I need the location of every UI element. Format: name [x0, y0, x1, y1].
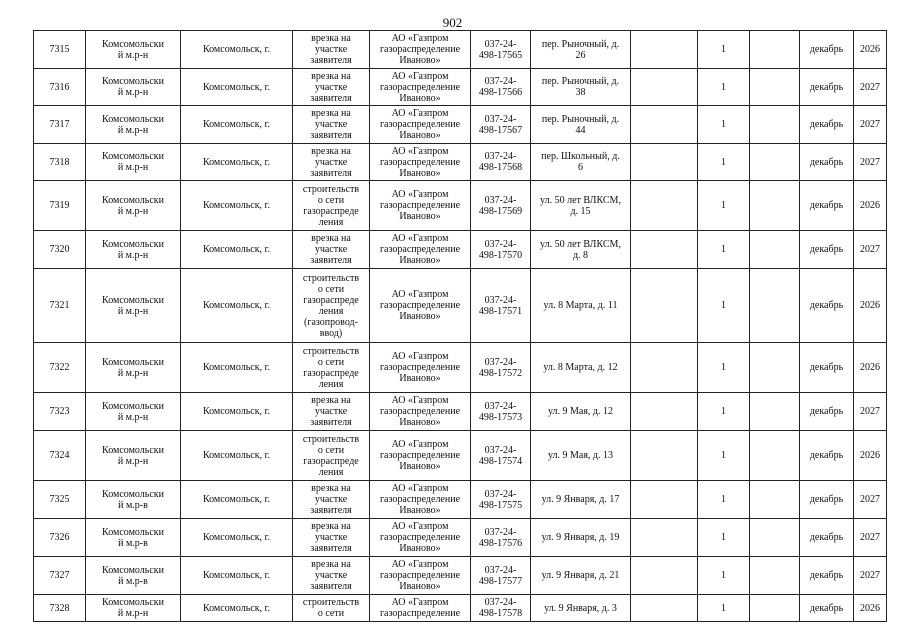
- empty-cell: [631, 481, 698, 519]
- code-cell: 037-24- 498-17578: [471, 595, 531, 622]
- organization-cell: АО «Газпром газораспределение Иваново»: [370, 557, 471, 595]
- empty-cell: [750, 231, 800, 269]
- quantity-cell: 1: [698, 431, 750, 481]
- table-row: [34, 557, 887, 595]
- address-cell: ул. 9 Января, д. 21: [531, 557, 631, 595]
- row-number-cell: 7316: [34, 69, 86, 106]
- table-row: [34, 231, 887, 269]
- organization-cell: АО «Газпром газораспределение Иваново»: [370, 269, 471, 343]
- quantity-cell: 1: [698, 31, 750, 69]
- code-cell: 037-24- 498-17567: [471, 106, 531, 144]
- year-cell: 2027: [854, 231, 887, 269]
- organization-cell: АО «Газпром газораспределение Иваново»: [370, 343, 471, 393]
- table-row: [34, 31, 887, 69]
- address-cell: пер. Рыночный, д. 44: [531, 106, 631, 144]
- empty-cell: [750, 557, 800, 595]
- work-type-cell: врезка на участке заявителя: [293, 231, 370, 269]
- table-row: [34, 519, 887, 557]
- empty-cell: [631, 519, 698, 557]
- empty-cell: [750, 519, 800, 557]
- district-cell: Комсомольски й м.р-в: [86, 481, 181, 519]
- year-cell: 2026: [854, 31, 887, 69]
- quantity-cell: 1: [698, 393, 750, 431]
- organization-cell: АО «Газпром газораспределение Иваново»: [370, 481, 471, 519]
- work-type-cell: врезка на участке заявителя: [293, 519, 370, 557]
- table-row: [34, 181, 887, 231]
- empty-cell: [631, 181, 698, 231]
- district-cell: Комсомольски й м.р-в: [86, 519, 181, 557]
- empty-cell: [631, 144, 698, 181]
- month-cell: декабрь: [800, 557, 854, 595]
- empty-cell: [750, 269, 800, 343]
- district-cell: Комсомольски й м.р-н: [86, 269, 181, 343]
- address-cell: ул. 9 Января, д. 19: [531, 519, 631, 557]
- table-row: [34, 481, 887, 519]
- work-type-cell: врезка на участке заявителя: [293, 481, 370, 519]
- empty-cell: [750, 343, 800, 393]
- month-cell: декабрь: [800, 31, 854, 69]
- quantity-cell: 1: [698, 557, 750, 595]
- row-number-cell: 7315: [34, 31, 86, 69]
- work-type-cell: строительств о сети газораспреде ления (газопровод- ввод): [293, 269, 370, 343]
- quantity-cell: 1: [698, 106, 750, 144]
- page-number: 902: [442, 15, 463, 30]
- code-cell: 037-24- 498-17570: [471, 231, 531, 269]
- month-cell: декабрь: [800, 106, 854, 144]
- empty-cell: [631, 106, 698, 144]
- address-cell: пер. Рыночный, д. 38: [531, 69, 631, 106]
- district-cell: Комсомольски й м.р-н: [86, 144, 181, 181]
- district-cell: Комсомольски й м.р-н: [86, 595, 181, 622]
- register-table: [33, 30, 887, 622]
- year-cell: 2027: [854, 481, 887, 519]
- row-number-cell: 7318: [34, 144, 86, 181]
- row-number-cell: 7323: [34, 393, 86, 431]
- empty-cell: [750, 595, 800, 622]
- month-cell: декабрь: [800, 269, 854, 343]
- empty-cell: [631, 343, 698, 393]
- quantity-cell: 1: [698, 231, 750, 269]
- table-row: [34, 431, 887, 481]
- year-cell: 2026: [854, 269, 887, 343]
- empty-cell: [750, 31, 800, 69]
- row-number-cell: 7322: [34, 343, 86, 393]
- address-cell: ул. 9 Января, д. 17: [531, 481, 631, 519]
- quantity-cell: 1: [698, 181, 750, 231]
- empty-cell: [750, 69, 800, 106]
- code-cell: 037-24- 498-17576: [471, 519, 531, 557]
- quantity-cell: 1: [698, 519, 750, 557]
- month-cell: декабрь: [800, 431, 854, 481]
- work-type-cell: врезка на участке заявителя: [293, 69, 370, 106]
- address-cell: ул. 9 Января, д. 3: [531, 595, 631, 622]
- month-cell: декабрь: [800, 231, 854, 269]
- address-cell: ул. 8 Марта, д. 11: [531, 269, 631, 343]
- work-type-cell: врезка на участке заявителя: [293, 393, 370, 431]
- code-cell: 037-24- 498-17575: [471, 481, 531, 519]
- month-cell: декабрь: [800, 519, 854, 557]
- district-cell: Комсомольски й м.р-н: [86, 31, 181, 69]
- row-number-cell: 7327: [34, 557, 86, 595]
- organization-cell: АО «Газпром газораспределение Иваново»: [370, 393, 471, 431]
- table-row: [34, 343, 887, 393]
- address-cell: ул. 9 Мая, д. 13: [531, 431, 631, 481]
- code-cell: 037-24- 498-17572: [471, 343, 531, 393]
- organization-cell: АО «Газпром газораспределение Иваново»: [370, 431, 471, 481]
- work-type-cell: строительств о сети газораспреде ления: [293, 431, 370, 481]
- table-row: [34, 595, 887, 622]
- empty-cell: [631, 231, 698, 269]
- address-cell: ул. 9 Мая, д. 12: [531, 393, 631, 431]
- empty-cell: [750, 431, 800, 481]
- empty-cell: [631, 595, 698, 622]
- code-cell: 037-24- 498-17574: [471, 431, 531, 481]
- district-cell: Комсомольски й м.р-н: [86, 69, 181, 106]
- locality-cell: Комсомольск, г.: [181, 231, 293, 269]
- work-type-cell: врезка на участке заявителя: [293, 31, 370, 69]
- year-cell: 2026: [854, 595, 887, 622]
- table-row: [34, 269, 887, 343]
- row-number-cell: 7326: [34, 519, 86, 557]
- address-cell: пер. Школьный, д. 6: [531, 144, 631, 181]
- year-cell: 2027: [854, 144, 887, 181]
- quantity-cell: 1: [698, 269, 750, 343]
- organization-cell: АО «Газпром газораспределение Иваново»: [370, 144, 471, 181]
- organization-cell: АО «Газпром газораспределение Иваново»: [370, 231, 471, 269]
- code-cell: 037-24- 498-17573: [471, 393, 531, 431]
- locality-cell: Комсомольск, г.: [181, 481, 293, 519]
- empty-cell: [750, 144, 800, 181]
- quantity-cell: 1: [698, 144, 750, 181]
- locality-cell: Комсомольск, г.: [181, 31, 293, 69]
- district-cell: Комсомольски й м.р-н: [86, 231, 181, 269]
- quantity-cell: 1: [698, 595, 750, 622]
- table-row: [34, 69, 887, 106]
- row-number-cell: 7324: [34, 431, 86, 481]
- work-type-cell: строительств о сети газораспреде ления: [293, 181, 370, 231]
- year-cell: 2026: [854, 343, 887, 393]
- locality-cell: Комсомольск, г.: [181, 343, 293, 393]
- month-cell: декабрь: [800, 69, 854, 106]
- organization-cell: АО «Газпром газораспределение Иваново»: [370, 181, 471, 231]
- code-cell: 037-24- 498-17568: [471, 144, 531, 181]
- work-type-cell: строительств о сети газораспреде ления: [293, 343, 370, 393]
- locality-cell: Комсомольск, г.: [181, 393, 293, 431]
- empty-cell: [750, 481, 800, 519]
- work-type-cell: врезка на участке заявителя: [293, 144, 370, 181]
- work-type-cell: врезка на участке заявителя: [293, 106, 370, 144]
- address-cell: ул. 8 Марта, д. 12: [531, 343, 631, 393]
- address-cell: ул. 50 лет ВЛКСМ, д. 8: [531, 231, 631, 269]
- row-number-cell: 7328: [34, 595, 86, 622]
- locality-cell: Комсомольск, г.: [181, 557, 293, 595]
- empty-cell: [631, 31, 698, 69]
- month-cell: декабрь: [800, 595, 854, 622]
- organization-cell: АО «Газпром газораспределение: [370, 595, 471, 622]
- work-type-cell: строительств о сети: [293, 595, 370, 622]
- locality-cell: Комсомольск, г.: [181, 595, 293, 622]
- district-cell: Комсомольски й м.р-н: [86, 393, 181, 431]
- table-row: [34, 393, 887, 431]
- table-row: [34, 106, 887, 144]
- district-cell: Комсомольски й м.р-н: [86, 181, 181, 231]
- empty-cell: [631, 557, 698, 595]
- year-cell: 2026: [854, 431, 887, 481]
- district-cell: Комсомольски й м.р-н: [86, 431, 181, 481]
- quantity-cell: 1: [698, 69, 750, 106]
- row-number-cell: 7320: [34, 231, 86, 269]
- empty-cell: [631, 269, 698, 343]
- code-cell: 037-24- 498-17566: [471, 69, 531, 106]
- code-cell: 037-24- 498-17565: [471, 31, 531, 69]
- empty-cell: [750, 181, 800, 231]
- locality-cell: Комсомольск, г.: [181, 431, 293, 481]
- year-cell: 2027: [854, 69, 887, 106]
- address-cell: пер. Рыночный, д. 26: [531, 31, 631, 69]
- empty-cell: [631, 393, 698, 431]
- quantity-cell: 1: [698, 481, 750, 519]
- organization-cell: АО «Газпром газораспределение Иваново»: [370, 69, 471, 106]
- locality-cell: Комсомольск, г.: [181, 106, 293, 144]
- year-cell: 2027: [854, 519, 887, 557]
- address-cell: ул. 50 лет ВЛКСМ, д. 15: [531, 181, 631, 231]
- table-row: [34, 144, 887, 181]
- empty-cell: [631, 431, 698, 481]
- work-type-cell: врезка на участке заявителя: [293, 557, 370, 595]
- empty-cell: [631, 69, 698, 106]
- locality-cell: Комсомольск, г.: [181, 144, 293, 181]
- code-cell: 037-24- 498-17577: [471, 557, 531, 595]
- table-body: [34, 31, 887, 622]
- code-cell: 037-24- 498-17569: [471, 181, 531, 231]
- empty-cell: [750, 106, 800, 144]
- row-number-cell: 7317: [34, 106, 86, 144]
- district-cell: Комсомольски й м.р-н: [86, 106, 181, 144]
- organization-cell: АО «Газпром газораспределение Иваново»: [370, 519, 471, 557]
- year-cell: 2026: [854, 181, 887, 231]
- row-number-cell: 7325: [34, 481, 86, 519]
- month-cell: декабрь: [800, 181, 854, 231]
- year-cell: 2027: [854, 106, 887, 144]
- locality-cell: Комсомольск, г.: [181, 181, 293, 231]
- year-cell: 2027: [854, 393, 887, 431]
- month-cell: декабрь: [800, 393, 854, 431]
- organization-cell: АО «Газпром газораспределение Иваново»: [370, 106, 471, 144]
- locality-cell: Комсомольск, г.: [181, 269, 293, 343]
- empty-cell: [750, 393, 800, 431]
- year-cell: 2027: [854, 557, 887, 595]
- month-cell: декабрь: [800, 481, 854, 519]
- organization-cell: АО «Газпром газораспределение Иваново»: [370, 31, 471, 69]
- quantity-cell: 1: [698, 343, 750, 393]
- month-cell: декабрь: [800, 343, 854, 393]
- district-cell: Комсомольски й м.р-н: [86, 343, 181, 393]
- locality-cell: Комсомольск, г.: [181, 519, 293, 557]
- row-number-cell: 7319: [34, 181, 86, 231]
- row-number-cell: 7321: [34, 269, 86, 343]
- month-cell: декабрь: [800, 144, 854, 181]
- locality-cell: Комсомольск, г.: [181, 69, 293, 106]
- district-cell: Комсомольски й м.р-в: [86, 557, 181, 595]
- code-cell: 037-24- 498-17571: [471, 269, 531, 343]
